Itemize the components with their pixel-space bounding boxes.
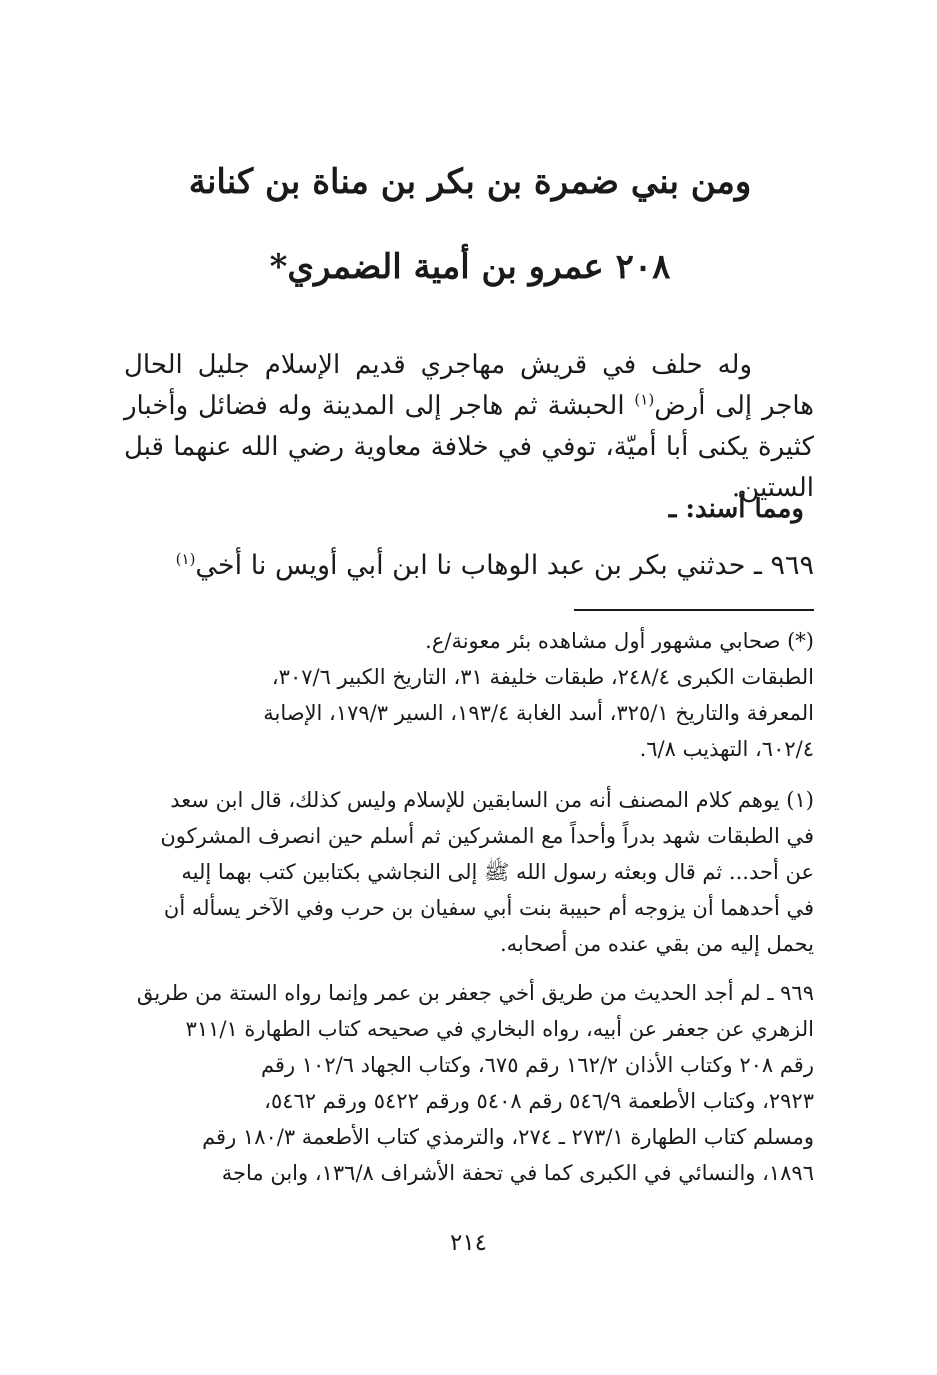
- hadith-969: [176, 550, 814, 581]
- hadith-969-text: ٩٦٩ ـ حدثني بكر بن عبد الوهاب نا ابن أبي أويس نا أخي: [195, 550, 814, 581]
- footnote-marker-hadith[interactable]: (١): [175, 550, 196, 568]
- footnote-line: (١) يوهم كلام المصنف أنه من السابقين للإسلام وليس كذلك، قال ابن سعد: [170, 788, 814, 812]
- footnote-line: في أحدهما أن يزوجه أم حبيبة بنت أبي سفيان بن حرب وفي الآخر يسأله أن: [163, 896, 814, 920]
- footnote-star: [124, 623, 814, 767]
- footnote-marker-1[interactable]: (١): [634, 390, 655, 409]
- footnote-line: (*) صحابي مشهور أول مشاهده بئر معونة/ع.: [425, 629, 814, 653]
- footnote-line: ٢٩٢٣، وكتاب الأطعمة ٥٤٦/٩ رقم ٥٤٠٨ ورقم ٥٤٢٢ ورقم ٥٤٦٢،: [264, 1089, 814, 1113]
- footnote-line: رقم ٢٠٨ وكتاب الأذان ١٦٢/٢ رقم ٦٧٥، وكتاب الجهاد ١٠٢/٦ رقم: [260, 1053, 814, 1077]
- footnote-line: ٩٦٩ ـ لم أجد الحديث من طريق أخي جعفر بن عمر وإنما رواه الستة من طريق: [136, 981, 814, 1005]
- also-narrated-label: ومما أسند: ـ: [668, 494, 804, 524]
- page-number: ٢١٤: [449, 1230, 488, 1256]
- tribe-heading: ومن بني ضمرة بن بكر بن مناة بن كنانة: [188, 162, 752, 202]
- footnote-line: ١٨٩٦، والنسائي في الكبرى كما في تحفة الأشراف ١٣٦/٨، وابن ماجة: [221, 1161, 814, 1185]
- intro-line-2b: الحبشة ثم هاجر إلى المدينة وله فضائل وأخبار كثيرة: [124, 391, 815, 462]
- footnote-line: الزهري عن جعفر عن أبيه، رواه البخاري في صحيحه كتاب الطهارة ٣١١/١: [185, 1017, 814, 1041]
- footnote-line: عن أحد... ثم قال وبعثه رسول الله ﷺ إلى النجاشي بكتابين كتب بهما إليه: [181, 860, 814, 884]
- intro-line-2a: إلى أرض: [654, 391, 753, 421]
- footnote-line: يحمل إليه من بقي عنده من أصحابه.: [499, 932, 814, 956]
- entry-heading: ٢٠٨ عمرو بن أمية الضمري*: [269, 247, 671, 287]
- footnote-line: الطبقات الكبرى ٢٤٨/٤، طبقات خليفة ٣١، التاريخ الكبير ٣٠٧/٦،: [271, 665, 814, 689]
- footnote-line: ومسلم كتاب الطهارة ٢٧٣/١ ـ ٢٧٤، والترمذي كتاب الأطعمة ١٨٠/٣ رقم: [202, 1125, 814, 1149]
- footnote-hadith-969: [124, 975, 814, 1191]
- biography-paragraph: [124, 345, 814, 509]
- intro-line-1: وله حلف في قريش مهاجري قديم الإسلام جليل الحال هاجر: [124, 350, 815, 421]
- footnote-line: في الطبقات شهد بدراً وأحداً مع المشركين ثم أسلم حين انصرف المشركون: [160, 824, 814, 848]
- footnote-separator: [574, 609, 814, 611]
- intro-line-3: يكنى أبا أميّة، توفي في خلافة معاوية رضي الله عنهما قبل الستين.: [124, 432, 814, 503]
- footnote-line: المعرفة والتاريخ ٣٢٥/١، أسد الغابة ١٩٣/٤، السير ١٧٩/٣، الإصابة: [263, 701, 814, 725]
- footnote-one: [124, 782, 814, 962]
- footnote-line: ٦٠٢/٤، التهذيب ٦/٨.: [639, 737, 814, 761]
